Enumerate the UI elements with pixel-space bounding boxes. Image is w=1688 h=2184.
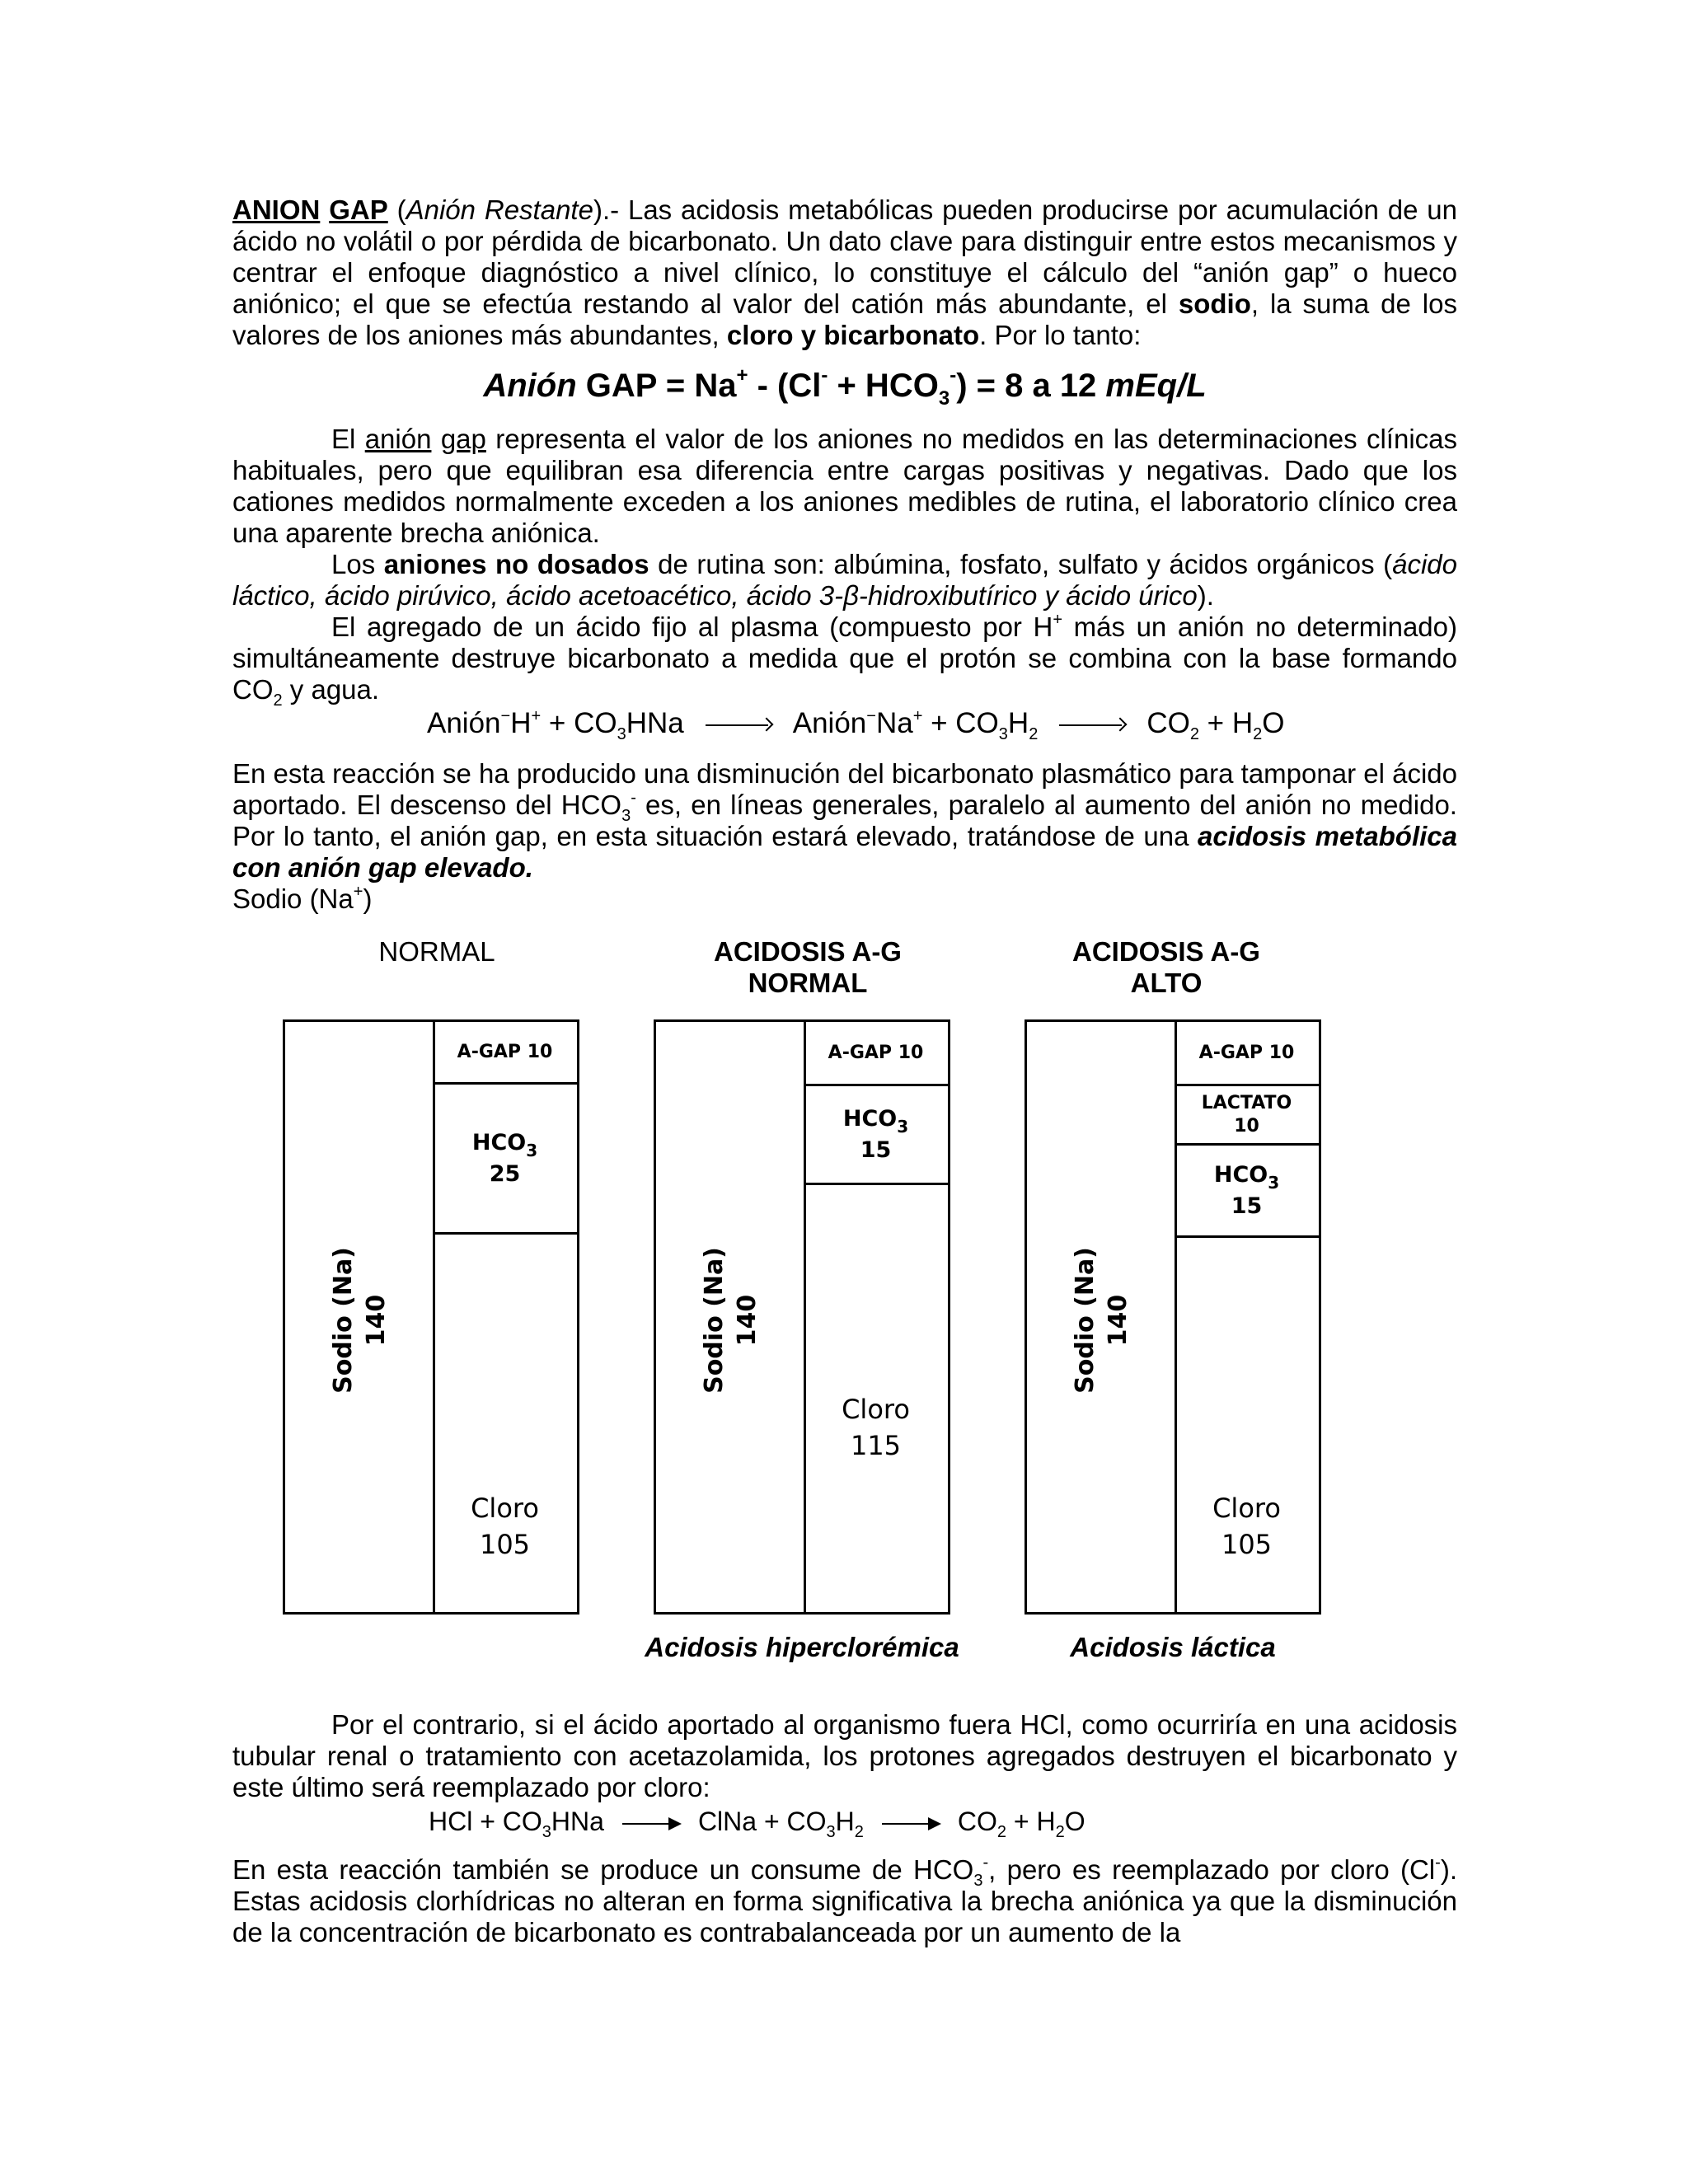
reaction-part: ClNa + CO [697, 1807, 827, 1836]
text: 3 [1268, 1172, 1280, 1193]
paragraph-hcl [232, 1709, 1457, 1803]
sodio-label [1069, 1155, 1135, 1485]
term-acidosis-elevada: acidosis metabólica con anión gap elevado [232, 821, 1457, 883]
anion-column [1175, 1022, 1319, 1612]
text: representa el valor de los aniones no medidos en las determinaciones clínicas habituales, pero que equilibran esa diferencia entre cargas positivas y negativas. Dado que los cationes medidos normalmente exceden a los aniones medibles de rutina, el laboratorio clínico crea una aparente brecha aniónica. [232, 424, 1458, 548]
reaction-part: CO [1146, 707, 1190, 739]
sodio-text: Sodio (Na) [329, 1247, 358, 1394]
segment-cloro [433, 1235, 577, 1612]
title-line: NORMAL [748, 968, 868, 998]
paragraph-aniones [232, 549, 1457, 612]
formula-part: GAP = Na [576, 368, 737, 404]
heading-subtitle: Anión Restante [406, 194, 593, 225]
text: , pero es reemplazado por cloro (Cl [988, 1854, 1436, 1885]
title-line: ACIDOSIS A-G [1072, 936, 1260, 967]
text: - [631, 789, 636, 807]
arrow-icon [882, 1814, 940, 1834]
reaction-part: + H [1006, 1807, 1056, 1836]
arrow-icon [706, 715, 771, 735]
text: HCO [471, 1129, 527, 1155]
acid-list: ácido láctico, ácido pirúvico, ácido acetoacético, ácido 3-β-hidroxibutírico y ácido úrico [232, 549, 1458, 611]
anion-column [804, 1022, 948, 1612]
reaction-part: 2 [996, 1823, 1007, 1841]
formula-part: + HCO [828, 368, 939, 404]
formula-part: - (Cl [748, 368, 822, 404]
reaction-part: CO [957, 1807, 997, 1836]
text: Cloro [842, 1394, 910, 1425]
formula-part: - [821, 364, 828, 387]
segment-lactato [1175, 1086, 1319, 1146]
sodio-text: Sodio (Na) [1071, 1247, 1100, 1394]
text: HCO [1213, 1161, 1268, 1188]
segment-hco3 [804, 1086, 948, 1185]
paragraph-anion-gap [232, 424, 1457, 549]
reaction-part: O [1064, 1807, 1085, 1836]
text: . [525, 852, 533, 883]
text: + [1053, 611, 1063, 629]
segment-hco3 [433, 1085, 577, 1235]
formula-part: ) = 8 a 12 [956, 368, 1106, 404]
diagram-normal [283, 1019, 579, 1615]
reaction-part: 2 [1029, 725, 1039, 743]
hco3-label [843, 1104, 908, 1166]
text: . Por lo tanto: [979, 320, 1142, 350]
sodio-label [232, 883, 1457, 915]
text: 3 [621, 807, 631, 825]
text: 3 [897, 1116, 909, 1137]
text: El [331, 424, 365, 454]
sodio-value: 140 [362, 1294, 391, 1347]
term-anion: anión [364, 424, 432, 454]
arrow-icon [622, 1814, 680, 1834]
text [431, 424, 440, 454]
text: LACTATO [1201, 1092, 1292, 1113]
term-gap: gap [440, 424, 486, 454]
segment-agap [804, 1022, 948, 1086]
formula-part: Anión [483, 368, 577, 404]
segment-cloro [1175, 1238, 1319, 1612]
sodio-column [1027, 1022, 1177, 1612]
segment-cloro [804, 1185, 948, 1612]
title-line: ACIDOSIS A-G [714, 936, 902, 967]
reaction-part: 2 [1253, 725, 1263, 743]
agap-label: A-GAP 10 [1198, 1042, 1295, 1063]
reaction-part: H [835, 1807, 855, 1836]
title-line: ALTO [1130, 968, 1203, 998]
reaction-part: HNa [626, 707, 684, 739]
text: El agregado de un ácido fijo al plasma (compuesto por H [331, 612, 1053, 642]
term-cloro-bicarbonato: cloro y bicarbonato [726, 320, 980, 350]
sodio-column [656, 1022, 806, 1612]
term-aniones-no-dosados: aniones no dosados [383, 549, 649, 579]
cloro-value: 105 [1221, 1529, 1273, 1560]
diagram-ag-normal [654, 1019, 950, 1615]
reaction-part: 3 [617, 725, 626, 743]
text: Por el contrario, si el ácido aportado al organismo fuera HCl, como ocurriría en una acidosis tubular renal o tratamiento con acetazolamida, los protones agregados destruyen el bicarbonato y este último será reemplazado por cloro: [232, 1709, 1457, 1802]
cloro-value: 105 [479, 1529, 531, 1560]
formula-part: - [950, 364, 957, 387]
paragraph-clorhidricas [232, 1854, 1457, 1948]
reaction-part: 2 [1189, 725, 1199, 743]
reaction-part: − [500, 707, 511, 725]
reaction-part: O [1262, 707, 1285, 739]
text: ).- Las acidosis metabólicas pueden producirse por acumulación de un ácido no volátil o por pérdida de bicarbonato. Un dato clave para distinguir entre estos mecanismos y centrar el enfoque diagnóstico a nivel clínico, lo constituye el cálculo del “anión gap” o hueco aniónico; el que se efectúa restando al valor del catión más abundante, el [232, 194, 1457, 319]
text: ). [1197, 580, 1214, 611]
sodio-column [285, 1022, 435, 1612]
reaction-part: Anión [427, 707, 501, 739]
reaction-part: H [1007, 707, 1029, 739]
reaction-part: 3 [998, 725, 1008, 743]
text: + [353, 883, 363, 901]
hco3-value: 15 [860, 1137, 892, 1163]
text: Los [331, 549, 384, 579]
formula-part: 3 [938, 387, 950, 410]
heading-gap: GAP [329, 194, 388, 225]
lactato-label [1202, 1092, 1292, 1138]
hco3-label [472, 1127, 537, 1190]
heading-anion: ANION [232, 194, 321, 225]
text: HCO [842, 1105, 898, 1132]
anion-column [433, 1022, 577, 1612]
caption-hipercloremica: Acidosis hiperclorémica [645, 1632, 959, 1662]
text: Sodio (Na [232, 883, 354, 914]
text: Cloro [471, 1493, 539, 1524]
text: de rutina son: albúmina, fosfato, sulfato y ácidos orgánicos ( [649, 549, 1393, 579]
reaction-part: 2 [1055, 1823, 1065, 1841]
agap-label: A-GAP 10 [828, 1042, 924, 1063]
text: ) [363, 883, 373, 914]
diagram-title-normal: NORMAL [378, 936, 495, 967]
reaction-part: + CO [541, 707, 617, 739]
diagram-title-ag-alto [1001, 936, 1331, 999]
reaction-part: + H [1198, 707, 1254, 739]
reaction-part: HNa [551, 1807, 604, 1836]
caption-lactica: Acidosis láctica [1070, 1632, 1276, 1662]
formula-part: + [736, 364, 748, 387]
reaction-part: Anión [792, 707, 867, 739]
text: - [982, 1854, 989, 1872]
reaction-part: 3 [826, 1823, 836, 1841]
sodio-text: Sodio (Na) [700, 1247, 729, 1394]
cloro-label [842, 1391, 910, 1464]
reaction-part: 2 [854, 1823, 864, 1841]
diagram-ag-alto [1025, 1019, 1321, 1615]
term-sodio: sodio [1178, 288, 1251, 319]
reaction-part: − [866, 707, 876, 725]
segment-agap [1175, 1022, 1319, 1086]
text: En esta reacción también se produce un consume de HCO [232, 1854, 974, 1885]
cloro-value: 115 [850, 1430, 902, 1461]
diagram-title-ag-normal [643, 936, 973, 999]
segment-hco3 [1175, 1146, 1319, 1238]
segment-agap [433, 1022, 577, 1085]
text: más un anión no determinado) simultáneamente destruye bicarbonato a medida que el protón se combina con la base formando CO [232, 612, 1457, 705]
paragraph-reaccion [232, 758, 1457, 915]
arrow-icon [1059, 715, 1125, 735]
anion-gap-formula [232, 364, 1457, 410]
lactato-value: 10 [1234, 1115, 1259, 1137]
intro-paragraph [232, 194, 1457, 351]
text: 3 [526, 1140, 538, 1160]
text: , la suma de los valores de los aniones más abundantes, [232, 288, 1457, 350]
sodio-label [698, 1155, 764, 1485]
reaction-part: H [510, 707, 532, 739]
body-paragraphs [232, 424, 1458, 710]
cloro-label [1212, 1490, 1281, 1563]
reaction-part: 3 [542, 1823, 551, 1841]
reaction-part: Na [875, 707, 913, 739]
text: 2 [273, 691, 283, 710]
reaction-part: + [912, 707, 923, 725]
agap-label: A-GAP 10 [457, 1041, 553, 1062]
text: 3 [973, 1872, 983, 1890]
text: En esta reacción se ha producido una disminución del bicarbonato plasmático para tamponar el ácido aportado. El descenso del HCO [232, 758, 1457, 820]
reaction-part: HCl + CO [429, 1807, 542, 1836]
hco3-value: 15 [1231, 1193, 1263, 1219]
hco3-label [1214, 1160, 1279, 1222]
formula-part: mEq/L [1105, 368, 1207, 404]
text: es, en líneas generales, paralelo al aumento del anión no medido. Por lo tanto, el anión gap, en esta situación estará elevado, tratándose de una [232, 790, 1457, 851]
text: - [1435, 1854, 1441, 1872]
text: ( [387, 194, 406, 225]
reaction-acido-fijo [427, 707, 1285, 743]
text: ). Estas acidosis clorhídricas no alteran en forma significativa la brecha aniónica ya que la disminución de la concentración de bicarbonato es contrabalanceada por un aumento de la [232, 1854, 1457, 1947]
reaction-part: + CO [922, 707, 999, 739]
cloro-label [471, 1490, 539, 1563]
sodio-label [327, 1155, 393, 1485]
paragraph-acido-fijo [232, 611, 1457, 710]
text: y agua. [282, 674, 380, 705]
text: Cloro [1212, 1493, 1281, 1524]
reaction-hcl [429, 1807, 1085, 1841]
sodio-value: 140 [1104, 1294, 1132, 1347]
reaction-part: + [531, 707, 542, 725]
sodio-value: 140 [733, 1294, 762, 1347]
hco3-value: 25 [489, 1160, 521, 1187]
